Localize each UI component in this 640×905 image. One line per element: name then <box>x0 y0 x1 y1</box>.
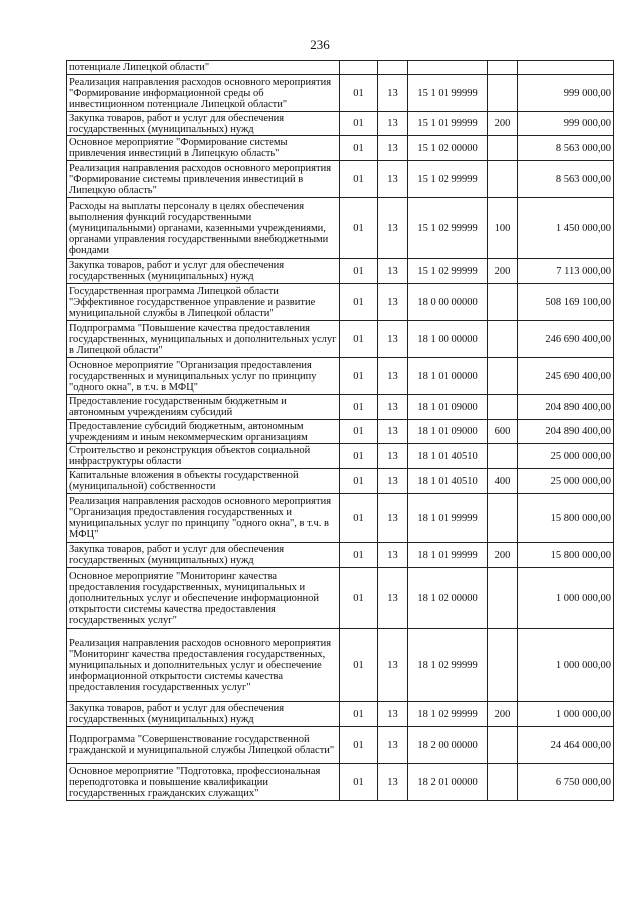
table-row <box>67 420 614 444</box>
cell-expense-type <box>488 161 518 198</box>
cell-target-article <box>408 61 488 75</box>
table-body <box>67 61 614 801</box>
table-row <box>67 494 614 543</box>
cell-subsection: 13 <box>378 358 408 395</box>
cell-name: Реализация направления расходов основного мероприятия "Формирование информационной среды об инвестиционном потенциале Липецкой области" <box>67 75 340 112</box>
cell-name: Капитальные вложения в объекты государственной (муниципальной) собственности <box>67 469 340 494</box>
cell-section: 01 <box>340 420 378 444</box>
cell-subsection: 13 <box>378 198 408 259</box>
cell-name: Предоставление субсидий бюджетным, автономным учреждениям и иным некоммерческим организациям <box>67 420 340 444</box>
cell-expense-type <box>488 727 518 764</box>
cell-amount: 15 800 000,00 <box>518 494 614 543</box>
cell-name: Закупка товаров, работ и услуг для обеспечения государственных (муниципальных) нужд <box>67 259 340 284</box>
cell-subsection: 13 <box>378 494 408 543</box>
table-row <box>67 259 614 284</box>
cell-expense-type: 200 <box>488 543 518 568</box>
cell-target-article: 15 1 02 99999 <box>408 259 488 284</box>
cell-name: Предоставление государственным бюджетным и автономным учреждениям субсидий <box>67 395 340 420</box>
cell-section: 01 <box>340 161 378 198</box>
cell-name: Основное мероприятие "Подготовка, профессиональная переподготовка и повышение квалификации государственных гражданских служащих" <box>67 764 340 801</box>
cell-subsection: 13 <box>378 469 408 494</box>
page-number: 236 <box>310 37 330 52</box>
table-row <box>67 444 614 469</box>
table-row <box>67 727 614 764</box>
table-row <box>67 764 614 801</box>
cell-expense-type <box>488 284 518 321</box>
cell-expense-type: 200 <box>488 112 518 136</box>
table-row <box>67 702 614 727</box>
cell-subsection: 13 <box>378 702 408 727</box>
cell-expense-type <box>488 395 518 420</box>
cell-amount: 245 690 400,00 <box>518 358 614 395</box>
cell-amount: 204 890 400,00 <box>518 395 614 420</box>
cell-target-article: 15 1 02 00000 <box>408 136 488 161</box>
cell-section: 01 <box>340 75 378 112</box>
cell-amount: 1 000 000,00 <box>518 568 614 629</box>
cell-subsection: 13 <box>378 161 408 198</box>
cell-target-article: 18 0 00 00000 <box>408 284 488 321</box>
cell-section: 01 <box>340 764 378 801</box>
table-row <box>67 284 614 321</box>
table-row <box>67 358 614 395</box>
cell-amount: 25 000 000,00 <box>518 469 614 494</box>
cell-expense-type: 200 <box>488 702 518 727</box>
cell-target-article: 18 2 01 00000 <box>408 764 488 801</box>
cell-amount: 1 000 000,00 <box>518 629 614 702</box>
cell-subsection: 13 <box>378 727 408 764</box>
table-row <box>67 568 614 629</box>
cell-name: Закупка товаров, работ и услуг для обеспечения государственных (муниципальных) нужд <box>67 543 340 568</box>
cell-subsection: 13 <box>378 444 408 469</box>
cell-name: Основное мероприятие "Организация предоставления государственных и муниципальных услуг по принципу "одного окна", в т.ч. в МФЦ" <box>67 358 340 395</box>
cell-target-article: 15 1 01 99999 <box>408 112 488 136</box>
cell-subsection: 13 <box>378 568 408 629</box>
cell-target-article: 18 1 01 99999 <box>408 494 488 543</box>
cell-expense-type <box>488 61 518 75</box>
cell-expense-type <box>488 136 518 161</box>
cell-expense-type <box>488 321 518 358</box>
cell-name: Расходы на выплаты персоналу в целях обеспечения выполнения функций государственными (муниципальными) органами, казенными учреждениями, органами управления государственными внебюджетными фондами <box>67 198 340 259</box>
cell-section: 01 <box>340 198 378 259</box>
cell-name: Закупка товаров, работ и услуг для обеспечения государственных (муниципальных) нужд <box>67 702 340 727</box>
cell-subsection: 13 <box>378 284 408 321</box>
cell-name: Реализация направления расходов основного мероприятия "Формирование системы привлечения инвестиций в Липецкую область" <box>67 161 340 198</box>
cell-section <box>340 61 378 75</box>
cell-amount: 1 450 000,00 <box>518 198 614 259</box>
cell-target-article: 18 1 00 00000 <box>408 321 488 358</box>
cell-section: 01 <box>340 136 378 161</box>
cell-name: Подпрограмма "Совершенствование государственной гражданской и муниципальной службы Липецкой области" <box>67 727 340 764</box>
cell-subsection <box>378 61 408 75</box>
cell-name: Закупка товаров, работ и услуг для обеспечения государственных (муниципальных) нужд <box>67 112 340 136</box>
table-row <box>67 136 614 161</box>
cell-name: Основное мероприятие "Формирование системы привлечения инвестиций в Липецкую область" <box>67 136 340 161</box>
cell-amount: 8 563 000,00 <box>518 161 614 198</box>
cell-target-article: 18 2 00 00000 <box>408 727 488 764</box>
cell-section: 01 <box>340 321 378 358</box>
cell-name: Государственная программа Липецкой области "Эффективное государственное управление и развитие муниципальной службы в Липецкой области" <box>67 284 340 321</box>
cell-section: 01 <box>340 395 378 420</box>
table-row <box>67 321 614 358</box>
table-row <box>67 395 614 420</box>
cell-section: 01 <box>340 702 378 727</box>
cell-subsection: 13 <box>378 764 408 801</box>
cell-target-article: 15 1 01 99999 <box>408 75 488 112</box>
cell-section: 01 <box>340 494 378 543</box>
cell-name: Реализация направления расходов основного мероприятия "Организация предоставления государственных и муниципальных услуг по принципу "одного окна", в т.ч. в МФЦ" <box>67 494 340 543</box>
cell-name: Подпрограмма "Повышение качества предоставления государственных, муниципальных и дополнительных услуг в Липецкой области" <box>67 321 340 358</box>
cell-section: 01 <box>340 112 378 136</box>
cell-amount: 508 169 100,00 <box>518 284 614 321</box>
table-row <box>67 161 614 198</box>
cell-name: Основное мероприятие "Мониторинг качества предоставления государственных, муниципальных и дополнительных услуг и обеспечение информационной открытости системы качества предоставления государственных услуг" <box>67 568 340 629</box>
table-row <box>67 75 614 112</box>
cell-section: 01 <box>340 259 378 284</box>
cell-section: 01 <box>340 284 378 321</box>
cell-amount: 1 000 000,00 <box>518 702 614 727</box>
table-row <box>67 61 614 75</box>
cell-section: 01 <box>340 358 378 395</box>
cell-expense-type: 200 <box>488 259 518 284</box>
cell-amount: 204 890 400,00 <box>518 420 614 444</box>
cell-subsection: 13 <box>378 321 408 358</box>
cell-amount: 6 750 000,00 <box>518 764 614 801</box>
cell-amount: 25 000 000,00 <box>518 444 614 469</box>
cell-expense-type <box>488 358 518 395</box>
cell-target-article: 15 1 02 99999 <box>408 161 488 198</box>
cell-amount: 8 563 000,00 <box>518 136 614 161</box>
cell-section: 01 <box>340 444 378 469</box>
cell-target-article: 18 1 01 40510 <box>408 444 488 469</box>
cell-amount: 246 690 400,00 <box>518 321 614 358</box>
cell-expense-type <box>488 568 518 629</box>
cell-section: 01 <box>340 568 378 629</box>
cell-expense-type: 100 <box>488 198 518 259</box>
cell-target-article: 18 1 02 99999 <box>408 702 488 727</box>
cell-expense-type <box>488 629 518 702</box>
cell-section: 01 <box>340 629 378 702</box>
cell-target-article: 18 1 01 09000 <box>408 420 488 444</box>
cell-target-article: 18 1 01 40510 <box>408 469 488 494</box>
table-row <box>67 469 614 494</box>
cell-amount <box>518 61 614 75</box>
cell-subsection: 13 <box>378 112 408 136</box>
cell-section: 01 <box>340 543 378 568</box>
cell-subsection: 13 <box>378 75 408 112</box>
table-row <box>67 629 614 702</box>
cell-name: потенциале Липецкой области" <box>67 61 340 75</box>
table-row <box>67 112 614 136</box>
cell-target-article: 15 1 02 99999 <box>408 198 488 259</box>
cell-section: 01 <box>340 727 378 764</box>
cell-name: Строительство и реконструкция объектов социальной инфраструктуры области <box>67 444 340 469</box>
cell-expense-type: 600 <box>488 420 518 444</box>
cell-section: 01 <box>340 469 378 494</box>
cell-subsection: 13 <box>378 259 408 284</box>
cell-name: Реализация направления расходов основного мероприятия "Мониторинг качества предоставления государственных, муниципальных и дополнительных услуг и обеспечение информационной открытости системы качества предоставления государственных услуг" <box>67 629 340 702</box>
cell-target-article: 18 1 01 00000 <box>408 358 488 395</box>
budget-table <box>66 60 614 801</box>
cell-amount: 15 800 000,00 <box>518 543 614 568</box>
cell-subsection: 13 <box>378 543 408 568</box>
cell-amount: 7 113 000,00 <box>518 259 614 284</box>
cell-subsection: 13 <box>378 420 408 444</box>
cell-amount: 24 464 000,00 <box>518 727 614 764</box>
cell-expense-type <box>488 764 518 801</box>
cell-subsection: 13 <box>378 629 408 702</box>
cell-expense-type: 400 <box>488 469 518 494</box>
cell-target-article: 18 1 01 09000 <box>408 395 488 420</box>
cell-target-article: 18 1 01 99999 <box>408 543 488 568</box>
cell-subsection: 13 <box>378 136 408 161</box>
cell-subsection: 13 <box>378 395 408 420</box>
cell-target-article: 18 1 02 00000 <box>408 568 488 629</box>
cell-amount: 999 000,00 <box>518 75 614 112</box>
cell-expense-type <box>488 75 518 112</box>
cell-amount: 999 000,00 <box>518 112 614 136</box>
cell-expense-type <box>488 444 518 469</box>
table-row <box>67 198 614 259</box>
cell-expense-type <box>488 494 518 543</box>
cell-target-article: 18 1 02 99999 <box>408 629 488 702</box>
table-row <box>67 543 614 568</box>
